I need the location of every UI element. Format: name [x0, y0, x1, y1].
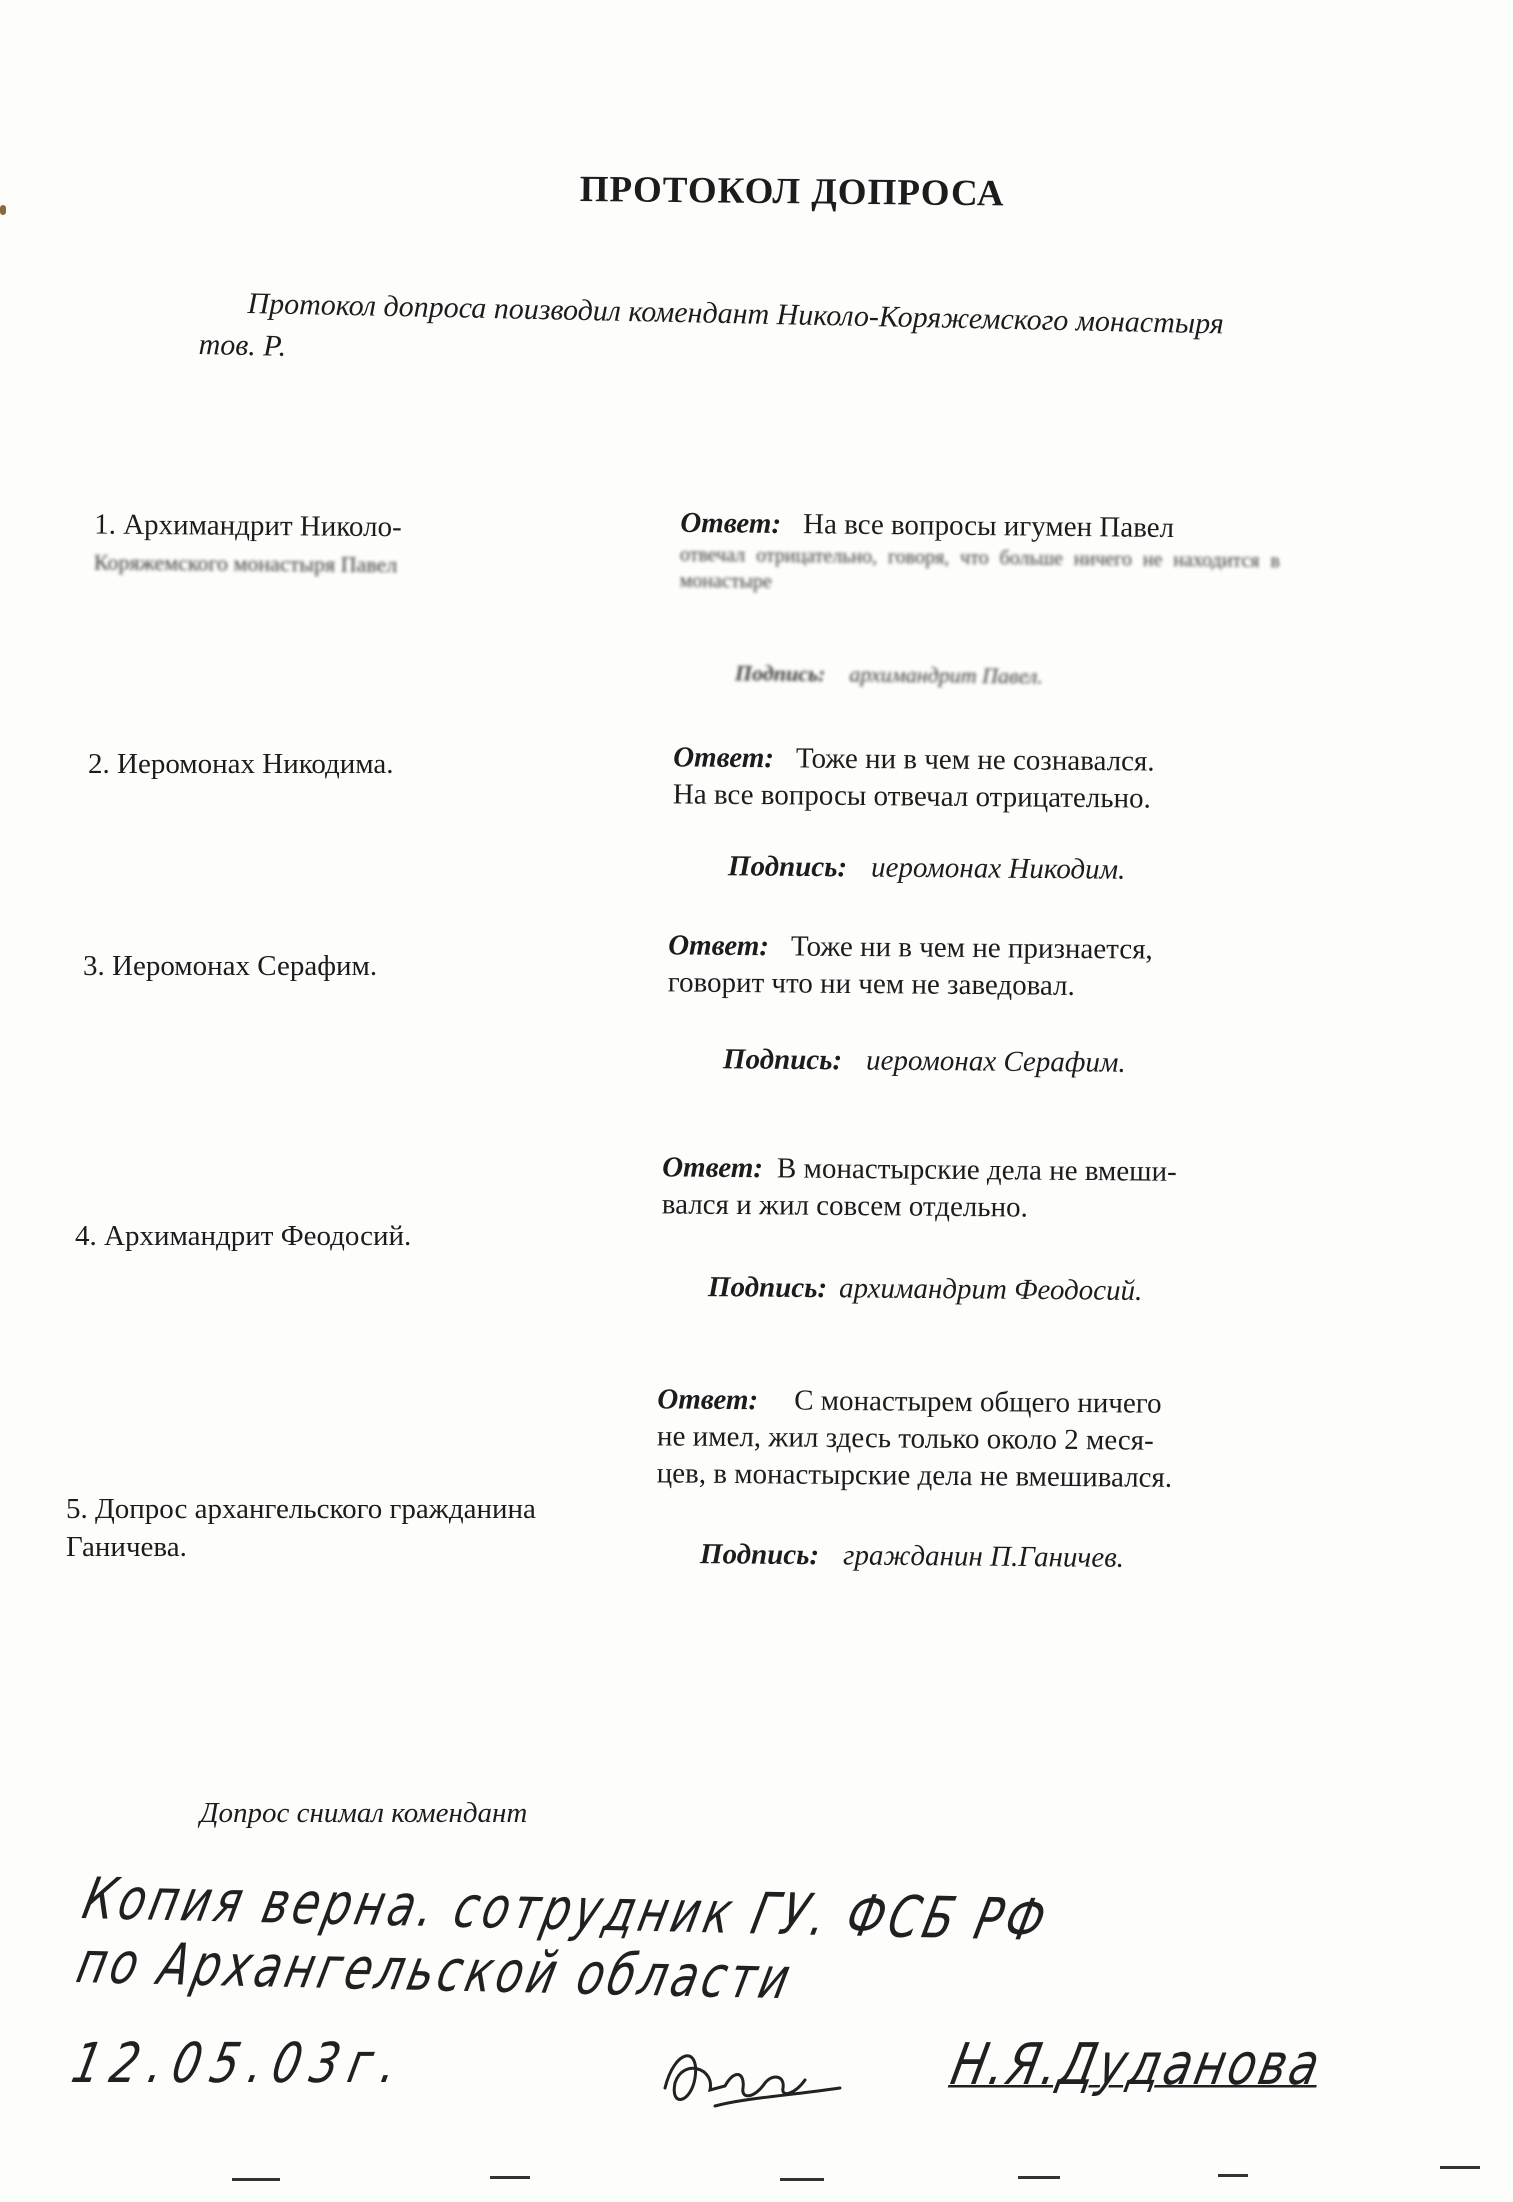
answer-1-line1: На все вопросы игумен Павел [802, 508, 1175, 545]
signature-2-value: иеромонах Никодим. [870, 851, 1126, 886]
signature-2 [728, 850, 1126, 886]
signature-3 [723, 1043, 1126, 1080]
answer-3-line1: Тоже ни в чем не признается, [790, 930, 1153, 966]
intro-paragraph [198, 282, 1340, 390]
question-5-text: 5. Допрос архангельского гражданина [66, 1493, 536, 1525]
question-4: 4. Архимандрит Феодосий. [75, 1220, 412, 1252]
answer-5-rest: цев, в монастырские дела не вмешивался. [656, 1457, 1173, 1494]
footer-text: Допрос снимал комендант [200, 1797, 528, 1829]
answer-1 [680, 505, 1281, 600]
question-1-text: 1. Архимандрит Николо- [94, 508, 402, 544]
signature-5-value: гражданин П.Ганичев. [842, 1539, 1125, 1574]
intro-line-2: тов. Р. [198, 327, 287, 363]
answer-3-rest: говорит что ни чем не заведовал. [667, 966, 1075, 1002]
handwritten-name: Н.Я.Дуданова [945, 2030, 1329, 2098]
handwritten-date: 12.05.03г. [66, 2032, 414, 2096]
scan-mark [780, 2178, 824, 2181]
answer-3 [668, 927, 1274, 1006]
answer-2-label: Ответ: [673, 741, 775, 775]
answer-2-rest: На все вопросы отвечал отрицательно. [672, 778, 1151, 815]
answer-1-rest: отвечал отрицательно, говоря, что больше ничего не находится в монастыре [679, 543, 1281, 593]
scan-mark [232, 2178, 280, 2181]
signature-4-label: Подпись: [707, 1271, 828, 1305]
answer-4-rest: вался и жил совсем отдельно. [661, 1188, 1028, 1224]
question-5-continuation: Ганичева. [66, 1531, 187, 1563]
signature-1 [735, 660, 1043, 689]
signature-3-value: иеромонах Серафим. [865, 1044, 1126, 1079]
scan-mark [1218, 2174, 1248, 2177]
answer-5-label: Ответ: [657, 1383, 759, 1417]
answer-5 [657, 1381, 1263, 1497]
question-2: 2. Иеромонах Никодима. [88, 748, 394, 780]
scan-mark [1018, 2176, 1060, 2179]
signature-4 [708, 1271, 1143, 1308]
handwritten-line-1: Копия верна. сотрудник ГУ. ФСБ РФ [77, 1866, 1056, 1955]
signature-5-label: Подпись: [699, 1538, 820, 1572]
scan-mark [1440, 2166, 1480, 2169]
question-5 [66, 1490, 626, 1566]
answer-5-line2: не имел, жил здесь только около 2 меся- [656, 1420, 1154, 1457]
signature-scribble [655, 2028, 855, 2118]
answer-4-label: Ответ: [662, 1151, 764, 1185]
signature-3-label: Подпись: [722, 1043, 843, 1077]
signature-5 [700, 1538, 1124, 1575]
answer-1-label: Ответ: [680, 506, 782, 540]
scan-speck [0, 205, 6, 215]
answer-4 [662, 1149, 1268, 1228]
answer-2 [673, 739, 1279, 818]
signature-1-value: архимандрит Павел. [849, 661, 1044, 689]
signature-1-label: Подпись: [734, 660, 826, 687]
signature-2-label: Подпись: [727, 850, 848, 884]
signature-4-value: архимандрит Феодосий. [838, 1272, 1143, 1307]
scan-mark [490, 2176, 530, 2179]
document-title: ПРОТОКОЛ ДОПРОСА [579, 168, 1005, 215]
answer-2-line1: Тоже ни в чем не сознавался. [795, 742, 1155, 778]
answer-3-label: Ответ: [668, 929, 770, 963]
question-3: 3. Иеромонах Серафим. [83, 950, 378, 982]
answer-4-line1: В монастырские дела не вмеши- [776, 1152, 1177, 1188]
question-1 [94, 506, 655, 587]
question-1-continuation: Коряжемского монастыря Павел [93, 549, 398, 578]
answer-5-line1: С монастырем общего ничего [794, 1384, 1162, 1420]
handwritten-line-2: по Архангельской области [71, 1930, 800, 2013]
intro-line-1: Протокол допроса поизводил комендант Николо-Коряжемского монастыря [247, 287, 1225, 341]
